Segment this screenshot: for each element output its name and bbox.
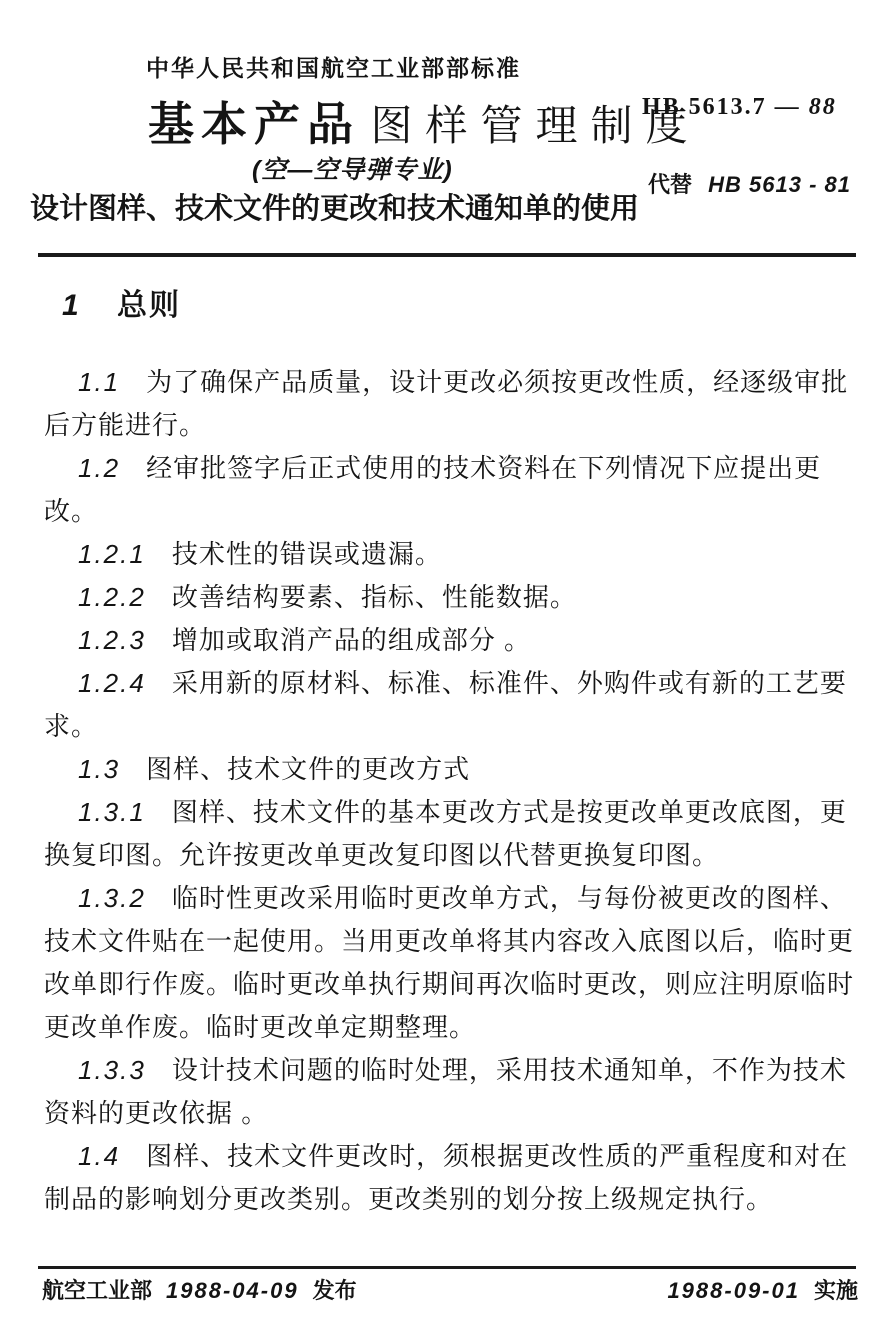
clause-number: 1.2 bbox=[78, 453, 121, 483]
clause-text: 技术性的错误或遗漏。 bbox=[171, 539, 442, 569]
clause-1-1 bbox=[44, 361, 862, 447]
clause-1-2-3 bbox=[44, 619, 862, 662]
section-heading bbox=[62, 284, 862, 327]
clause-text: 采用新的原材料、标准、标准件、外购件或有新的工艺要求。 bbox=[44, 668, 847, 741]
clause-text: 经审批签字后正式使用的技术资料在下列情况下应提出更改。 bbox=[44, 453, 822, 526]
clause-number: 1.2.1 bbox=[78, 539, 146, 569]
clause-text: 临时性更改采用临时更改单方式，与每份被更改的图样、技术文件贴在一起使用。当用更改单将其内容改入底图以后，临时更改单即行作废。临时更改单执行期间再次临时更改，则应注明原临时更改单作废。临时更改单定期整理。 bbox=[44, 883, 855, 1042]
section-number: 1 bbox=[62, 289, 81, 322]
supersedes-label: 代替 bbox=[648, 172, 693, 197]
document-subtitle: 设计图样、技术文件的更改和技术通知单的使用 bbox=[30, 193, 640, 225]
footer-implementation-info bbox=[653, 1274, 858, 1305]
clause-text: 图样、技术文件的基本更改方式是按更改单更改底图，更换复印图。允许按更改单更改复印图以代替更换复印图。 bbox=[44, 797, 847, 870]
footer-implementation-label: 实施 bbox=[813, 1278, 858, 1303]
title-part-system: 图样管理制度 bbox=[370, 102, 701, 149]
clause-number: 1.3.2 bbox=[78, 883, 146, 913]
supersedes-note bbox=[648, 168, 851, 199]
clause-number: 1.1 bbox=[78, 367, 121, 397]
clause-1-3-2 bbox=[44, 877, 862, 1049]
clause-text: 图样、技术文件更改时，须根据更改性质的严重程度和对在制品的影响划分更改类别。更改类别的划分按上级规定执行。 bbox=[44, 1141, 849, 1214]
clause-text: 设计技术问题的临时处理，采用技术通知单，不作为技术资料的更改依据 。 bbox=[44, 1055, 847, 1128]
standard-number bbox=[642, 94, 837, 121]
title-specialty-note: (空—空导弹专业) bbox=[252, 156, 453, 184]
clause-number: 1.3.1 bbox=[78, 797, 146, 827]
footer-implementation-date: 1988-09-01 bbox=[667, 1278, 800, 1303]
clause-1-2 bbox=[44, 447, 862, 533]
header-divider bbox=[38, 253, 856, 257]
supersedes-number: HB 5613 - 81 bbox=[708, 172, 851, 197]
clause-1-3 bbox=[44, 748, 862, 791]
clause-text: 增加或取消产品的组成部分 。 bbox=[171, 625, 532, 655]
footer-divider bbox=[38, 1266, 856, 1269]
clause-number: 1.3.3 bbox=[78, 1055, 146, 1085]
clause-1-2-4 bbox=[44, 662, 862, 748]
clause-1-2-1 bbox=[44, 533, 862, 576]
clause-1-3-1 bbox=[44, 791, 862, 877]
clause-text: 图样、技术文件的更改方式 bbox=[146, 754, 471, 784]
standard-org-line: 中华人民共和国航空工业部部标准 bbox=[146, 55, 521, 81]
clause-text: 为了确保产品质量，设计更改必须按更改性质，经逐级审批后方能进行。 bbox=[44, 367, 849, 440]
clause-number: 1.3 bbox=[78, 754, 121, 784]
page-footer bbox=[42, 1274, 858, 1305]
footer-issue-date: 1988-04-09 bbox=[166, 1278, 299, 1303]
document-body bbox=[44, 278, 862, 1221]
footer-issuer: 航空工业部 bbox=[42, 1278, 153, 1303]
clause-1-2-2 bbox=[44, 576, 862, 619]
clause-1-4 bbox=[44, 1135, 862, 1221]
clause-number: 1.2.4 bbox=[78, 668, 146, 698]
standard-number-year: 88 bbox=[808, 94, 837, 120]
document-title bbox=[148, 88, 700, 154]
section-title: 总则 bbox=[117, 289, 182, 322]
clause-text: 改善结构要素、指标、性能数据。 bbox=[171, 582, 577, 612]
clause-1-3-3 bbox=[44, 1049, 862, 1135]
footer-issue-label: 发布 bbox=[312, 1278, 357, 1303]
clause-number: 1.2.2 bbox=[78, 582, 146, 612]
standard-number-prefix: HB 5613.7 — bbox=[642, 94, 801, 120]
clause-number: 1.4 bbox=[78, 1141, 121, 1171]
footer-issue-info bbox=[42, 1274, 371, 1305]
title-part-product: 基本产品 bbox=[148, 98, 360, 150]
clause-number: 1.2.3 bbox=[78, 625, 146, 655]
